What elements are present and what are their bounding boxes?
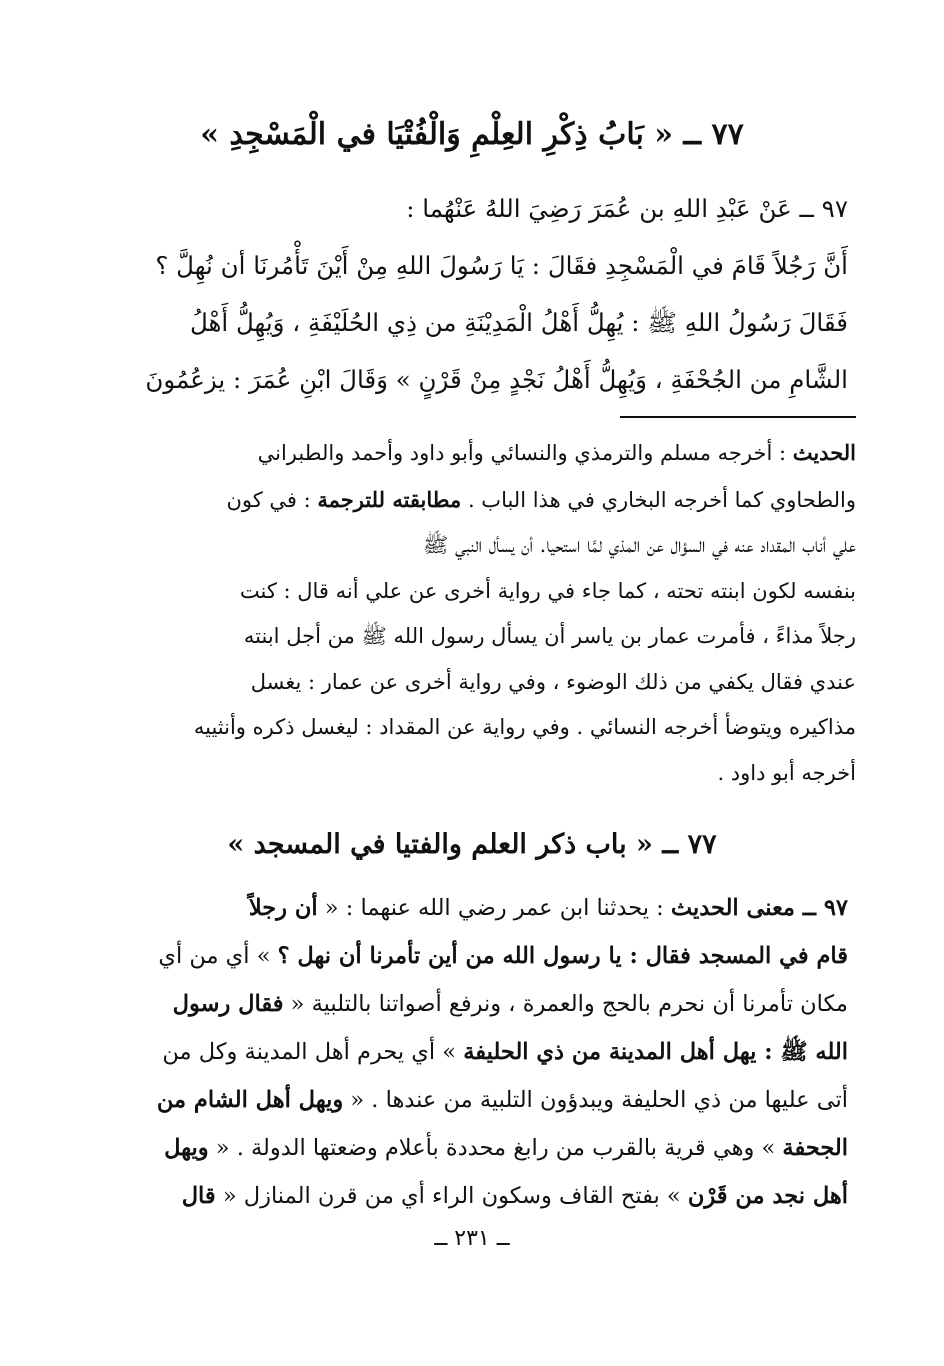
footnote-text <box>104 430 856 796</box>
hadith-line: ٩٧ ــ عَنْ عَبْدِ اللهِ بن عُمَرَ رَضِيَ اللهُ عَنْهُما : <box>406 194 848 223</box>
footnote-subheading: مطابقته للترجمة <box>317 486 462 512</box>
footnote-line: بنفسه لكون ابنته تحته ، كما جاء في رواية أخرى عن علي أنه قال : كنت <box>239 578 856 603</box>
footnote-line: الحديث : أخرجه مسلم والترمذي والنسائي وأبو داود وأحمد والطبراني <box>257 440 856 465</box>
commentary-text <box>104 884 848 1220</box>
chapter-heading-hadith: ٧٧ ــ « بَابُ ذِكْرِ العِلْمِ وَالْفُتْيَا في الْمَسْجِدِ » <box>200 117 744 152</box>
commentary-line: الجحفة » وهي قرية بالقرب من رابغ محددة بأعلام وضعتها الدولة . « ويهل <box>164 1135 848 1161</box>
hadith-line: فَقَالَ رَسُولُ اللهِ ﷺ : يُهِلُّ أَهْلُ الْمَدِيْنَةِ من ذِي الحُلَيْفَةِ ، وَيُهِلُّ أَهْلُ <box>189 308 848 337</box>
footnote-line: عندي فقال يكفي من ذلك الوضوء ، وفي رواية أخرى عن عمار : يغسل <box>250 669 856 694</box>
footnote-line: أخرجه أبو داود . <box>717 760 856 785</box>
commentary-line: أتى عليها من ذي الحليفة ويبدؤون التلبية من عندها . « ويهل أهل الشام من <box>156 1087 848 1113</box>
footnote-line: والطحاوي كما أخرجه البخاري في هذا الباب . مطابقته للترجمة : في كون <box>226 486 856 512</box>
footnote-divider <box>620 416 856 418</box>
page-number: ــ ٢٣١ ــ <box>434 1226 510 1251</box>
commentary-line: ٩٧ ــ معنى الحديث : يحدثنا ابن عمر رضي الله عنهما : « أن رجلاً <box>248 895 848 921</box>
hadith-text <box>106 180 848 408</box>
footnote-label: الحديث <box>792 440 856 465</box>
commentary-line: الله ﷺ : يهل أهل المدينة من ذي الحليفة » أي يحرم أهل المدينة وكل من <box>162 1039 848 1065</box>
hadith-line: أَنَّ رَجُلاً قَامَ في الْمَسْجِدِ فقَالَ : يَا رَسُولَ اللهِ مِنْ أَيْنَ تَأْمُرنَا أن نُهِلَّ ؟ <box>155 251 848 280</box>
chapter-heading-commentary: ٧٧ ــ « باب ذكر العلم والفتيا في المسجد » <box>227 829 717 860</box>
commentary-line: أهل نجد من قَرْن » بفتح القاف وسكون الراء أي من قرن المنازل « قال <box>181 1183 848 1209</box>
footnote-line: علي أناب المقداد عنه في السؤال عن المذي لمَّا استحيا. أن يسأل النبي ﷺ <box>422 533 856 557</box>
commentary-line: مكان تأمرنا أن نحرم بالحج والعمرة ، ونرفع أصواتنا بالتلبية « فقال رسول <box>172 991 848 1017</box>
footnote-line: رجلاً مذاءً ، فأمرت عمار بن ياسر أن يسأل رسول الله ﷺ من أجل ابنته <box>243 624 856 648</box>
hadith-line: الشَّامِ من الجُحْفَةِ ، وَيُهِلُّ أَهْلُ نَجْدٍ مِنْ قَرْنٍ » وَقَالَ ابْنِ عُمَرَ : يزعُمُونَ <box>145 365 848 394</box>
footnote-line: مذاكيره ويتوضأ أخرجه النسائي . وفي رواية عن المقداد : ليغسل ذكره وأنثييه <box>193 715 856 739</box>
commentary-line: قام في المسجد فقال : يا رسول الله من أين تأمرنا أن نهل ؟ » أي من أي <box>158 943 848 969</box>
